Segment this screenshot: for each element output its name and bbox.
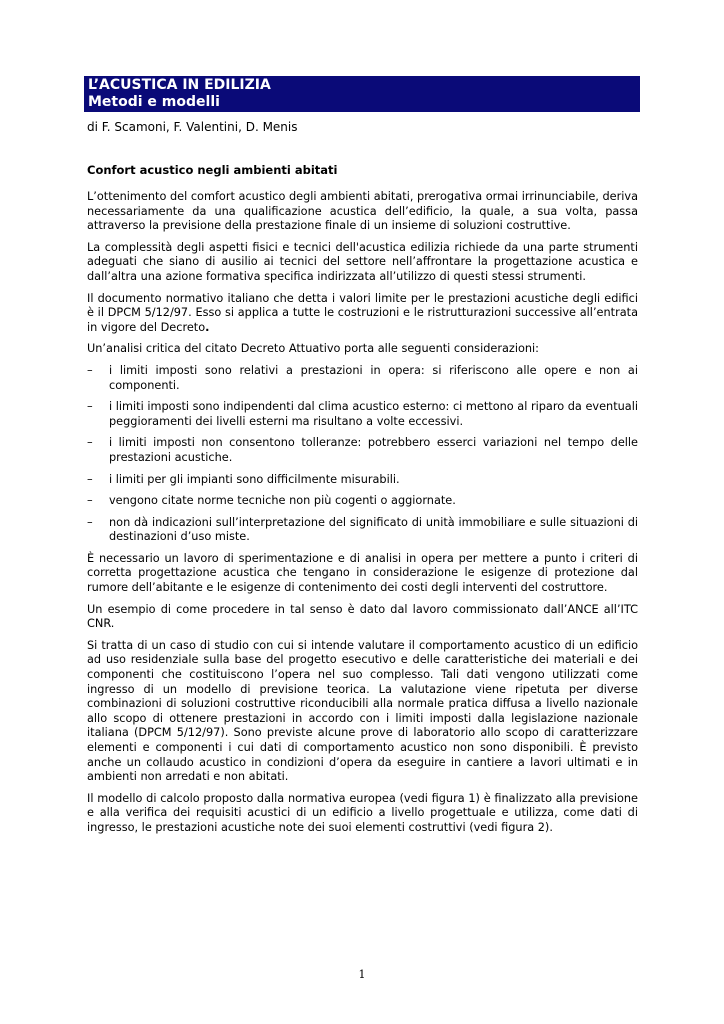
authors-line: di F. Scamoni, F. Valentini, D. Menis [87, 120, 298, 134]
title-banner [84, 76, 640, 112]
list-item-text: non dà indicazioni sull’interpretazione del significato di unità immobiliare e sulle situazioni di destinazioni d’uso miste. [109, 515, 638, 544]
paragraph-list-intro: Un’analisi critica del citato Decreto Attuativo porta alle seguenti considerazioni: [87, 342, 539, 356]
document-title: L’ACUSTICA IN EDILIZIA [88, 77, 271, 93]
document-subtitle: Metodi e modelli [88, 94, 220, 110]
paragraph-dpcm-text: Il documento normativo italiano che detta i valori limite per le prestazioni acustiche degli edifici è il DPCM 5/12/97. Esso si applica a tutte le costruzioni e le ristrutturazioni successive all’entrata in vigore del Decreto [87, 291, 638, 334]
document-body [87, 163, 638, 843]
list-item [87, 516, 638, 545]
paragraph-dpcm-period: . [205, 320, 210, 334]
list-item [87, 436, 638, 465]
dash-marker: – [87, 515, 93, 529]
list-item [87, 364, 638, 393]
paragraph-comfort: L’ottenimento del comfort acustico degli ambienti abitati, prerogativa ormai irrinunciabile, deriva necessariamente da una qualificazione acustica dell’edificio, la quale, a sua volta, passa attraverso la previsione della prestazione finale di un insieme di soluzioni costruttive. [87, 190, 638, 233]
considerations-list [87, 364, 638, 545]
list-item-text: vengono citate norme tecniche non più cogenti o aggiornate. [109, 494, 456, 508]
list-item [87, 473, 638, 488]
page-number: 1 [358, 968, 366, 981]
paragraph-ance-example: Un esempio di come procedere in tal senso è dato dal lavoro commissionato dall’ANCE all’ITC CNR. [87, 602, 638, 631]
section-heading: Confort acustico negli ambienti abitati [87, 163, 338, 177]
list-item-text: i limiti imposti sono indipendenti dal clima acustico esterno: ci mettono al riparo da eventuali peggioramenti dei livelli esterni ma risultano a volte eccessivi. [109, 400, 638, 428]
dash-marker: – [87, 472, 93, 486]
dash-marker: – [87, 400, 93, 414]
paragraph-calculation-model: Il modello di calcolo proposto dalla normativa europea (vedi figura 1) è finalizzato alla previsione e alla verifica dei requisiti acustici di un edificio a livello progettuale e utilizza, come dati di ingresso, le prestazioni acustiche note dei suoi elementi costruttivi (vedi figura 2). [87, 791, 638, 834]
paragraph-experimentation: È necessario un lavoro di sperimentazione e di analisi in opera per mettere a punto i criteri di corretta progettazione acustica che tengano in considerazione le esigenze di protezione dal rumore dell’abitante e le esigenze di contenimento dei costi degli interventi del costruttore. [87, 551, 638, 595]
list-item-text: i limiti imposti sono relativi a prestazioni in opera: si riferiscono alle opere e non ai componenti. [109, 363, 638, 392]
list-item [87, 400, 638, 429]
paragraph-complexity: La complessità degli aspetti fisici e tecnici dell'acustica edilizia richiede da una parte strumenti adeguati che siano di ausilio ai tecnici del settore nell’affrontare la progettazione acustica e dall’altra una azione formativa specifica indirizzata all’utilizzo di questi stessi strumenti. [87, 240, 638, 283]
dash-marker: – [87, 363, 93, 377]
list-item-text: i limiti per gli impianti sono difficilmente misurabili. [109, 472, 400, 486]
dash-marker: – [87, 436, 93, 450]
list-item [87, 494, 638, 509]
list-item-text: i limiti imposti non consentono tolleranze: potrebbero esserci variazioni nel tempo delle prestazioni acustiche. [109, 436, 638, 464]
dash-marker: – [87, 494, 93, 508]
paragraph-case-study: Si tratta di un caso di studio con cui si intende valutare il comportamento acustico di un edificio ad uso residenziale sulla base del progetto esecutivo e delle caratteristiche dei materiali e dei componenti che costituiscono l’opera nel suo complesso. Tali dati vengono utilizzati come ingresso di un modello di previsione teorica. La valutazione viene ripetuta per diverse combinazioni di soluzioni costruttive riconducibili alla normale pratica diffusa a livello nazionale allo scopo di ottenere prestazioni in accordo con i limiti imposti dalla legislazione nazionale italiana (DPCM 5/12/97). Sono previste alcune prove di laboratorio allo scopo di caratterizzare elementi e componenti i cui dati di comportamento acustico non sono disponibili. È previsto anche un collaudo acustico in condizioni d’opera da eseguire in cantiere a lavori ultimati e in ambienti non arredati e non abitati. [87, 638, 638, 784]
paragraph-dpcm [87, 292, 638, 336]
